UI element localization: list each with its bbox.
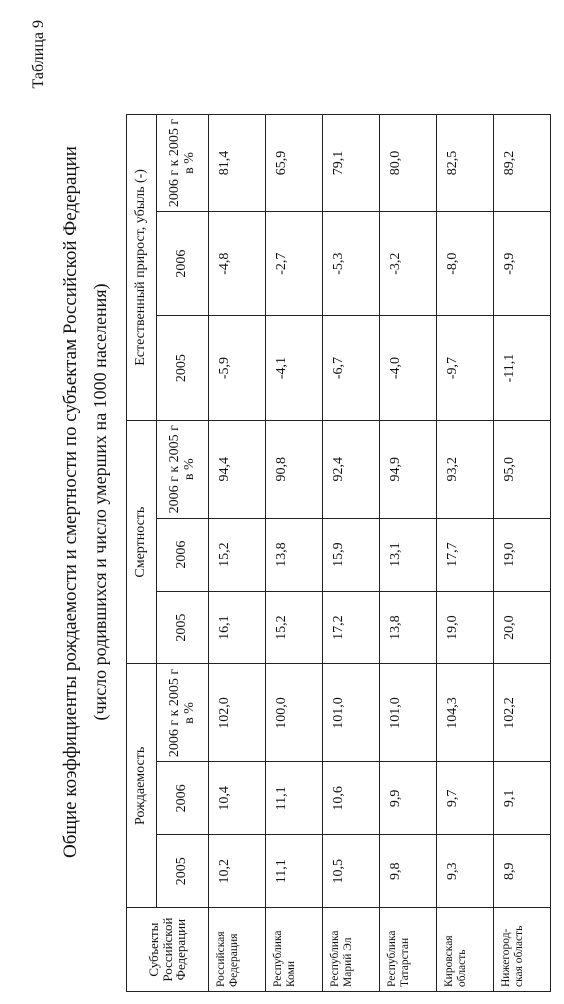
table-row	[494, 115, 551, 992]
deaths-2005-cell: 20,0	[494, 591, 551, 664]
natural-2005-cell: -4,0	[380, 316, 437, 420]
table-row	[323, 115, 380, 992]
natural-2006-cell: -8,0	[437, 211, 494, 315]
table-number-label: Таблица 9	[30, 20, 47, 89]
header-births: Рождаемость	[127, 664, 157, 908]
deaths-ratio-cell: 92,4	[323, 420, 380, 518]
header-subject: Субъекты Российской Федерации	[127, 908, 209, 992]
births-2006-cell: 9,9	[380, 762, 437, 835]
table-row	[266, 115, 323, 992]
births-ratio-cell: 100,0	[266, 664, 323, 762]
births-ratio-cell: 102,0	[209, 664, 266, 762]
births-2005-cell: 10,5	[323, 835, 380, 908]
deaths-2006-cell: 19,0	[494, 518, 551, 591]
deaths-2005-cell: 13,8	[380, 591, 437, 664]
statistics-table	[126, 114, 551, 992]
births-2005-cell: 10,2	[209, 835, 266, 908]
births-2006-cell: 9,1	[494, 762, 551, 835]
natural-2005-cell: -5,9	[209, 316, 266, 420]
deaths-2006-cell: 15,2	[209, 518, 266, 591]
births-2006-cell: 9,7	[437, 762, 494, 835]
natural-2005-cell: -11,1	[494, 316, 551, 420]
row-subject-name: Российская Федерация	[209, 908, 266, 992]
births-ratio-cell: 101,0	[380, 664, 437, 762]
births-2005-cell: 9,8	[380, 835, 437, 908]
header-natural-2005: 2005	[157, 316, 209, 420]
row-subject-name: Республика Татарстан	[380, 908, 437, 992]
natural-2006-cell: -3,2	[380, 211, 437, 315]
births-ratio-cell: 102,2	[494, 664, 551, 762]
natural-2006-cell: -5,3	[323, 211, 380, 315]
deaths-ratio-cell: 90,8	[266, 420, 323, 518]
header-births-2005: 2005	[157, 835, 209, 908]
header-natural-growth: Естественный прирост, убыль (-)	[127, 115, 157, 421]
births-2006-cell: 10,4	[209, 762, 266, 835]
births-2005-cell: 9,3	[437, 835, 494, 908]
natural-2005-cell: -9,7	[437, 316, 494, 420]
natural-ratio-cell: 81,4	[209, 115, 266, 212]
header-row-years	[157, 115, 209, 992]
header-deaths: Смертность	[127, 420, 157, 664]
header-births-2006: 2006	[157, 762, 209, 835]
births-2005-cell: 11,1	[266, 835, 323, 908]
deaths-2006-cell: 15,9	[323, 518, 380, 591]
table-title: Общие коэффициенты рождаемости и смертности по субъектам Российской Федерации	[60, 146, 81, 858]
natural-ratio-cell: 82,5	[437, 115, 494, 212]
header-row-groups	[127, 115, 157, 992]
header-deaths-ratio: 2006 г к 2005 г в %	[157, 420, 209, 518]
deaths-2005-cell: 15,2	[266, 591, 323, 664]
deaths-ratio-cell: 93,2	[437, 420, 494, 518]
natural-2005-cell: -4,1	[266, 316, 323, 420]
table-row	[209, 115, 266, 992]
natural-2006-cell: -4,8	[209, 211, 266, 315]
row-subject-name: Республика Коми	[266, 908, 323, 992]
row-subject-name: Нижегород-ская область	[494, 908, 551, 992]
natural-ratio-cell: 80,0	[380, 115, 437, 212]
deaths-ratio-cell: 94,9	[380, 420, 437, 518]
table-row	[380, 115, 437, 992]
deaths-2006-cell: 17,7	[437, 518, 494, 591]
natural-ratio-cell: 65,9	[266, 115, 323, 212]
deaths-2006-cell: 13,8	[266, 518, 323, 591]
table-subtitle: (число родившихся и число умерших на 1000 населения)	[90, 283, 110, 721]
natural-ratio-cell: 79,1	[323, 115, 380, 212]
natural-2006-cell: -2,7	[266, 211, 323, 315]
natural-ratio-cell: 89,2	[494, 115, 551, 212]
births-2006-cell: 10,6	[323, 762, 380, 835]
deaths-ratio-cell: 94,4	[209, 420, 266, 518]
births-ratio-cell: 101,0	[323, 664, 380, 762]
table-row	[437, 115, 494, 992]
deaths-2005-cell: 17,2	[323, 591, 380, 664]
natural-2005-cell: -6,7	[323, 316, 380, 420]
deaths-ratio-cell: 95,0	[494, 420, 551, 518]
births-2006-cell: 11,1	[266, 762, 323, 835]
row-subject-name: Республика Марий Эл	[323, 908, 380, 992]
header-deaths-2005: 2005	[157, 591, 209, 664]
births-ratio-cell: 104,3	[437, 664, 494, 762]
header-births-ratio: 2006 г к 2005 г в %	[157, 664, 209, 762]
header-natural-ratio: 2006 г к 2005 г в %	[157, 115, 209, 212]
header-natural-2006: 2006	[157, 211, 209, 315]
deaths-2006-cell: 13,1	[380, 518, 437, 591]
natural-2006-cell: -9,9	[494, 211, 551, 315]
deaths-2005-cell: 19,0	[437, 591, 494, 664]
row-subject-name: Кировская область	[437, 908, 494, 992]
header-deaths-2006: 2006	[157, 518, 209, 591]
births-2005-cell: 8,9	[494, 835, 551, 908]
deaths-2005-cell: 16,1	[209, 591, 266, 664]
